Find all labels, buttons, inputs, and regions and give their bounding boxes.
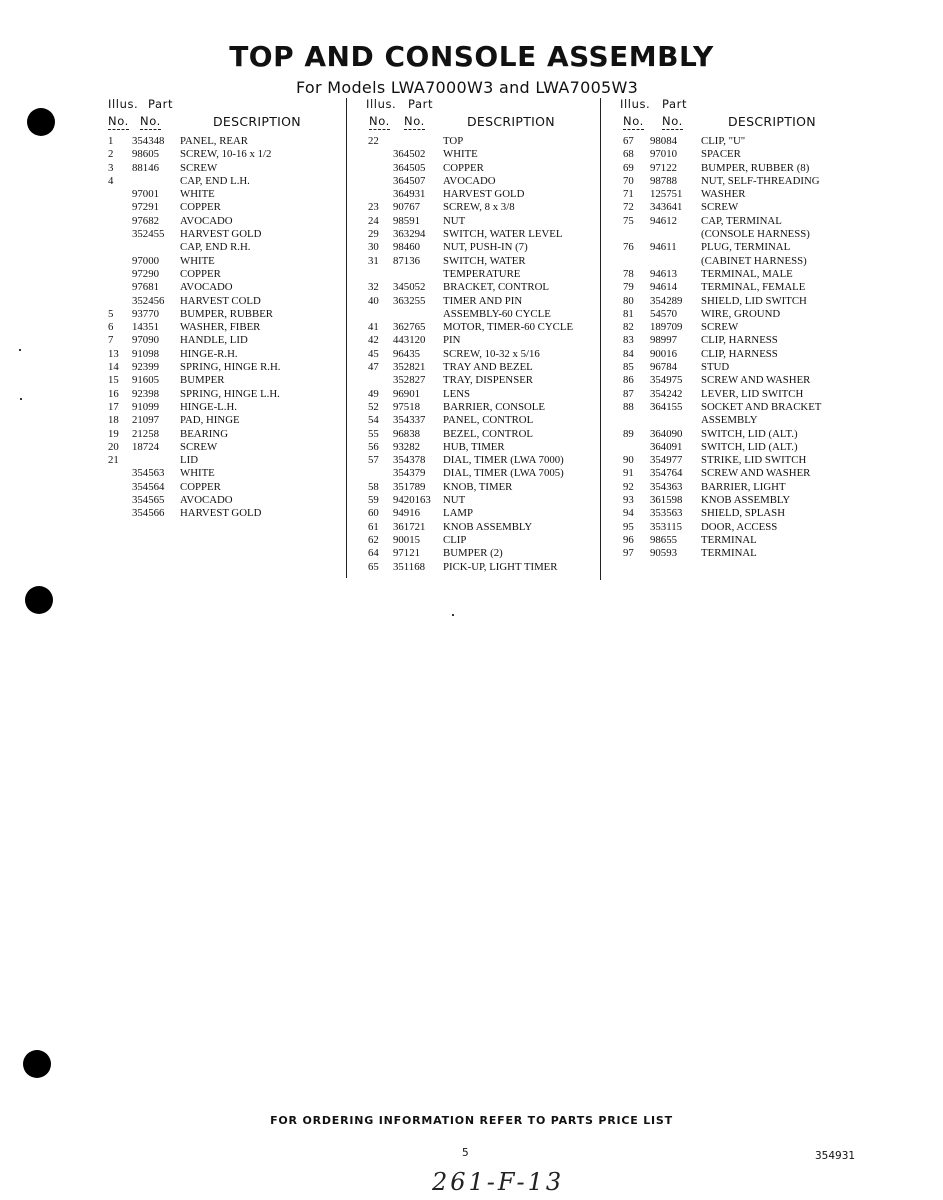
part-description: SOCKET AND BRACKET xyxy=(701,400,822,413)
part-number: 354764 xyxy=(650,467,683,480)
part-description: BUMPER (2) xyxy=(443,547,503,560)
illus-number: 86 xyxy=(623,374,634,387)
binder-hole-top xyxy=(27,108,55,136)
part-number: 21258 xyxy=(132,427,159,440)
part-description: LID xyxy=(180,454,198,467)
part-description: BEARING xyxy=(180,427,228,440)
part-number: 54570 xyxy=(650,307,677,320)
illus-number: 80 xyxy=(623,294,634,307)
part-description: TOP xyxy=(443,135,464,147)
part-description: TRAY, DISPENSER xyxy=(443,374,534,387)
part-description: COPPER xyxy=(180,201,221,214)
part-number: 354975 xyxy=(650,374,683,387)
part-description: KNOB ASSEMBLY xyxy=(443,520,533,533)
part-description: SHIELD, LID SWITCH xyxy=(701,294,807,307)
page-title: TOP AND CONSOLE ASSEMBLY xyxy=(229,40,714,73)
part-number: 443120 xyxy=(393,334,426,347)
part-number: 353563 xyxy=(650,507,683,520)
part-number: 364931 xyxy=(393,188,426,201)
part-description: HARVEST GOLD xyxy=(180,507,262,520)
part-description: LENS xyxy=(443,387,470,400)
part-number: 352456 xyxy=(132,294,165,307)
illus-number: 19 xyxy=(108,427,119,440)
part-description: TERMINAL, FEMALE xyxy=(701,281,806,294)
part-description: HARVEST COLD xyxy=(180,294,261,307)
illus-number: 64 xyxy=(368,547,379,560)
illus-number: 23 xyxy=(368,201,379,214)
header-part: Part xyxy=(662,97,688,111)
part-number: 96901 xyxy=(393,387,420,400)
part-description: SCREW, 10-32 x 5/16 xyxy=(443,347,540,360)
part-number: 94612 xyxy=(650,214,677,227)
part-description: KNOB ASSEMBLY xyxy=(701,494,791,507)
part-number: 352455 xyxy=(132,228,165,241)
part-number: 361598 xyxy=(650,494,683,507)
illus-number: 21 xyxy=(108,454,119,467)
part-number: 98460 xyxy=(393,241,420,254)
part-description: HINGE-R.H. xyxy=(180,347,238,360)
part-number: 364502 xyxy=(393,148,426,161)
header-part: Part xyxy=(408,97,434,111)
header-description: DESCRIPTION xyxy=(467,114,555,129)
illus-number: 56 xyxy=(368,440,379,453)
part-number: 97291 xyxy=(132,201,159,214)
illus-number: 61 xyxy=(368,520,379,533)
illus-number: 93 xyxy=(623,494,634,507)
part-description: PIN xyxy=(443,334,461,347)
part-description: BUMPER, RUBBER xyxy=(180,307,273,320)
part-number: 364505 xyxy=(393,161,426,174)
part-number: 94611 xyxy=(650,241,677,254)
illus-number: 3 xyxy=(108,161,114,174)
part-description: HARVEST GOLD xyxy=(443,188,525,201)
part-description: TRAY AND BEZEL xyxy=(443,361,533,374)
illus-number: 5 xyxy=(108,307,114,320)
illus-number: 17 xyxy=(108,400,119,413)
part-number: 97010 xyxy=(650,148,677,161)
part-number: 93282 xyxy=(393,440,420,453)
part-description: NUT, PUSH-IN (7) xyxy=(443,241,528,254)
part-number: 97090 xyxy=(132,334,159,347)
part-description: SCREW xyxy=(180,440,218,453)
page-subtitle: For Models LWA7000W3 and LWA7005W3 xyxy=(296,78,639,97)
illus-number: 24 xyxy=(368,214,379,227)
header-illus: Illus. xyxy=(620,97,651,111)
binder-hole-bottom xyxy=(23,1050,51,1078)
part-description: AVOCADO xyxy=(443,174,496,187)
part-description: WIRE, GROUND xyxy=(701,307,781,320)
illus-number: 84 xyxy=(623,347,634,360)
part-description: HARVEST GOLD xyxy=(180,228,262,241)
part-description: CLIP, HARNESS xyxy=(701,334,778,347)
part-number: 97682 xyxy=(132,214,159,227)
part-number: 354566 xyxy=(132,507,165,520)
part-number: 189709 xyxy=(650,321,683,334)
part-description: PANEL, CONTROL xyxy=(443,414,534,427)
illus-number: 45 xyxy=(368,347,379,360)
part-number: 364091 xyxy=(650,440,683,453)
part-number: 354379 xyxy=(393,467,426,480)
part-description: STRIKE, LID SWITCH xyxy=(701,454,807,467)
illus-number: 72 xyxy=(623,201,634,214)
part-number: 94614 xyxy=(650,281,677,294)
illus-number: 2 xyxy=(108,148,114,161)
illus-number: 79 xyxy=(623,281,634,294)
part-description: SCREW xyxy=(701,321,739,334)
part-description: NUT xyxy=(443,494,466,507)
illus-number: 65 xyxy=(368,560,379,573)
part-description: SCREW, 10-16 x 1/2 xyxy=(180,148,272,161)
header-description: DESCRIPTION xyxy=(728,114,816,129)
part-description: TERMINAL, MALE xyxy=(701,267,793,280)
part-number: 354289 xyxy=(650,294,683,307)
part-number: 91605 xyxy=(132,374,159,387)
part-number: 97001 xyxy=(132,188,159,201)
part-number: 97290 xyxy=(132,267,159,280)
part-number: 345052 xyxy=(393,281,426,294)
header-description: DESCRIPTION xyxy=(213,114,301,129)
part-number: 98655 xyxy=(650,533,677,546)
header-no: No. xyxy=(662,114,683,128)
part-description: LAMP xyxy=(443,507,473,520)
part-description: TEMPERATURE xyxy=(443,267,521,280)
part-description: PANEL, REAR xyxy=(180,135,248,147)
part-number: 93770 xyxy=(132,307,159,320)
illus-number: 59 xyxy=(368,494,379,507)
part-number: 352827 xyxy=(393,374,426,387)
illus-number: 75 xyxy=(623,214,634,227)
page-number: 5 xyxy=(462,1147,469,1159)
illus-number: 62 xyxy=(368,533,379,546)
illus-number: 15 xyxy=(108,374,119,387)
illus-number: 13 xyxy=(108,347,119,360)
illus-number: 55 xyxy=(368,427,379,440)
part-description: WASHER, FIBER xyxy=(180,321,261,334)
part-description: BRACKET, CONTROL xyxy=(443,281,549,294)
part-number: 97121 xyxy=(393,547,420,560)
part-description: ASSEMBLY-60 CYCLE xyxy=(443,307,551,320)
part-number: 125751 xyxy=(650,188,683,201)
header-no: No. xyxy=(369,114,390,128)
part-number: 14351 xyxy=(132,321,159,334)
part-number: 90593 xyxy=(650,547,677,560)
part-description: PAD, HINGE xyxy=(180,414,240,427)
header-no: No. xyxy=(108,114,129,128)
part-description: TERMINAL xyxy=(701,547,757,560)
part-number: 364090 xyxy=(650,427,683,440)
scan-speck xyxy=(19,349,21,351)
illus-number: 49 xyxy=(368,387,379,400)
part-description: AVOCADO xyxy=(180,494,233,507)
illus-number: 31 xyxy=(368,254,379,267)
part-description: ASSEMBLY xyxy=(701,414,758,427)
illus-number: 40 xyxy=(368,294,379,307)
illus-number: 87 xyxy=(623,387,634,400)
part-description: WHITE xyxy=(180,467,215,480)
part-description: WHITE xyxy=(443,148,478,161)
part-number: 90016 xyxy=(650,347,677,360)
part-description: BEZEL, CONTROL xyxy=(443,427,533,440)
part-number: 87136 xyxy=(393,254,420,267)
illus-number: 83 xyxy=(623,334,634,347)
illus-number: 92 xyxy=(623,480,634,493)
part-number: 354564 xyxy=(132,480,165,493)
part-number: 353115 xyxy=(650,520,682,533)
illus-number: 70 xyxy=(623,174,634,187)
part-description: SPRING, HINGE R.H. xyxy=(180,361,281,374)
part-number: 91098 xyxy=(132,347,159,360)
part-number: 352821 xyxy=(393,361,426,374)
binder-hole-middle xyxy=(25,586,53,614)
part-number: 97000 xyxy=(132,254,159,267)
part-number: 364507 xyxy=(393,174,426,187)
illus-number: 96 xyxy=(623,533,634,546)
header-illus: Illus. xyxy=(108,97,139,111)
column-divider-1 xyxy=(346,98,347,578)
part-number: 88146 xyxy=(132,161,159,174)
illus-number: 90 xyxy=(623,454,634,467)
header-illus: Illus. xyxy=(366,97,397,111)
part-description: CLIP, HARNESS xyxy=(701,347,778,360)
part-description: SCREW AND WASHER xyxy=(701,467,811,480)
illus-number: 29 xyxy=(368,228,379,241)
part-description: AVOCADO xyxy=(180,281,233,294)
header-no: No. xyxy=(140,114,161,128)
part-description: BARRIER, LIGHT xyxy=(701,480,786,493)
part-description: SWITCH, LID (ALT.) xyxy=(701,427,798,440)
part-description: WHITE xyxy=(180,188,215,201)
part-description: WHITE xyxy=(180,254,215,267)
part-number: 18724 xyxy=(132,440,159,453)
part-description: HANDLE, LID xyxy=(180,334,248,347)
illus-number: 18 xyxy=(108,414,119,427)
illus-number: 78 xyxy=(623,267,634,280)
part-description: COPPER xyxy=(443,161,484,174)
part-description: CAP, END L.H. xyxy=(180,174,250,187)
document-number: 354931 xyxy=(815,1150,856,1162)
part-description: CAP, TERMINAL xyxy=(701,214,782,227)
illus-number: 69 xyxy=(623,161,634,174)
part-number: 97122 xyxy=(650,161,677,174)
illus-number: 4 xyxy=(108,174,114,187)
part-number: 98605 xyxy=(132,148,159,161)
part-number: 363294 xyxy=(393,228,426,241)
part-number: 92399 xyxy=(132,361,159,374)
part-description: BUMPER, RUBBER (8) xyxy=(701,161,810,174)
part-description: AVOCADO xyxy=(180,214,233,227)
part-description: NUT, SELF-THREADING xyxy=(701,174,820,187)
part-number: 92398 xyxy=(132,387,159,400)
part-description: SHIELD, SPLASH xyxy=(701,507,785,520)
part-description: BARRIER, CONSOLE xyxy=(443,400,545,413)
illus-number: 32 xyxy=(368,281,379,294)
handwritten-note: 261-F-13 xyxy=(432,1168,565,1196)
illus-number: 89 xyxy=(623,427,634,440)
illus-number: 14 xyxy=(108,361,119,374)
illus-number: 30 xyxy=(368,241,379,254)
illus-number: 76 xyxy=(623,241,634,254)
part-description: MOTOR, TIMER-60 CYCLE xyxy=(443,321,574,334)
part-description: SPACER xyxy=(701,148,741,161)
illus-number: 1 xyxy=(108,135,114,147)
part-description: SCREW xyxy=(180,161,218,174)
illus-number: 20 xyxy=(108,440,119,453)
part-number: 364155 xyxy=(650,400,683,413)
illus-number: 16 xyxy=(108,387,119,400)
part-description: TIMER AND PIN xyxy=(443,294,523,307)
illus-number: 7 xyxy=(108,334,114,347)
illus-number: 60 xyxy=(368,507,379,520)
part-number: 354242 xyxy=(650,387,683,400)
illus-number: 94 xyxy=(623,507,634,520)
part-number: 94613 xyxy=(650,267,677,280)
part-number: 96784 xyxy=(650,361,677,374)
part-number: 362765 xyxy=(393,321,426,334)
illus-number: 22 xyxy=(368,135,379,147)
part-number: 9420163 xyxy=(393,494,431,507)
part-description: (CONSOLE HARNESS) xyxy=(701,228,810,241)
part-number: 97681 xyxy=(132,281,159,294)
illus-number: 47 xyxy=(368,361,379,374)
part-description: SWITCH, LID (ALT.) xyxy=(701,440,798,453)
illus-number: 95 xyxy=(623,520,634,533)
part-description: TERMINAL xyxy=(701,533,757,546)
illus-number: 82 xyxy=(623,321,634,334)
part-description: PICK-UP, LIGHT TIMER xyxy=(443,560,558,573)
illus-number: 6 xyxy=(108,321,114,334)
part-number: 343641 xyxy=(650,201,683,214)
part-description: CLIP xyxy=(443,533,467,546)
part-description: COPPER xyxy=(180,480,221,493)
illus-number: 97 xyxy=(623,547,634,560)
illus-number: 58 xyxy=(368,480,379,493)
part-number: 361721 xyxy=(393,520,426,533)
part-number: 354977 xyxy=(650,454,683,467)
header-no: No. xyxy=(623,114,644,128)
part-number: 90767 xyxy=(393,201,420,214)
illus-number: 85 xyxy=(623,361,634,374)
part-number: 354378 xyxy=(393,454,426,467)
part-description: SCREW xyxy=(701,201,739,214)
part-number: 96838 xyxy=(393,427,420,440)
part-description: SWITCH, WATER xyxy=(443,254,526,267)
illus-number: 41 xyxy=(368,321,379,334)
part-description: NUT xyxy=(443,214,466,227)
illus-number: 52 xyxy=(368,400,379,413)
part-description: CLIP, "U" xyxy=(701,135,746,147)
part-number: 354363 xyxy=(650,480,683,493)
part-description: LEVER, LID SWITCH xyxy=(701,387,804,400)
part-description: DOOR, ACCESS xyxy=(701,520,778,533)
illus-number: 54 xyxy=(368,414,379,427)
part-description: SCREW AND WASHER xyxy=(701,374,811,387)
part-number: 96435 xyxy=(393,347,420,360)
header-part: Part xyxy=(148,97,174,111)
part-number: 94916 xyxy=(393,507,420,520)
column-divider-2 xyxy=(600,98,601,580)
part-number: 98591 xyxy=(393,214,420,227)
part-description: BUMPER xyxy=(180,374,225,387)
part-number: 98084 xyxy=(650,135,677,147)
illus-number: 81 xyxy=(623,307,634,320)
illus-number: 67 xyxy=(623,135,634,147)
part-description: COPPER xyxy=(180,267,221,280)
part-number: 97518 xyxy=(393,400,420,413)
header-no: No. xyxy=(404,114,425,128)
scan-speck xyxy=(20,398,22,400)
part-description: SWITCH, WATER LEVEL xyxy=(443,228,563,241)
part-description: WASHER xyxy=(701,188,746,201)
part-description: SCREW, 8 x 3/8 xyxy=(443,201,515,214)
illus-number: 57 xyxy=(368,454,379,467)
part-description: (CABINET HARNESS) xyxy=(701,254,807,267)
part-number: 90015 xyxy=(393,533,420,546)
part-number: 354563 xyxy=(132,467,165,480)
illus-number: 91 xyxy=(623,467,634,480)
part-description: KNOB, TIMER xyxy=(443,480,513,493)
part-number: 21097 xyxy=(132,414,159,427)
part-number: 98997 xyxy=(650,334,677,347)
part-number: 354565 xyxy=(132,494,165,507)
illus-number: 42 xyxy=(368,334,379,347)
part-number: 91099 xyxy=(132,400,159,413)
part-description: DIAL, TIMER (LWA 7000) xyxy=(443,454,564,467)
part-number: 354337 xyxy=(393,414,426,427)
part-description: HUB, TIMER xyxy=(443,440,505,453)
part-number: 351789 xyxy=(393,480,426,493)
illus-number: 71 xyxy=(623,188,634,201)
part-number: 363255 xyxy=(393,294,426,307)
part-description: STUD xyxy=(701,361,730,374)
illus-number: 68 xyxy=(623,148,634,161)
part-description: DIAL, TIMER (LWA 7005) xyxy=(443,467,564,480)
part-description: CAP, END R.H. xyxy=(180,241,251,254)
illus-number: 88 xyxy=(623,400,634,413)
part-number: 354348 xyxy=(132,135,165,147)
ordering-footer: FOR ORDERING INFORMATION REFER TO PARTS PRICE LIST xyxy=(270,1114,673,1127)
part-description: SPRING, HINGE L.H. xyxy=(180,387,280,400)
part-number: 98788 xyxy=(650,174,677,187)
part-description: HINGE-L.H. xyxy=(180,400,237,413)
scan-speck xyxy=(452,614,454,616)
part-number: 351168 xyxy=(393,560,425,573)
part-description: PLUG, TERMINAL xyxy=(701,241,791,254)
